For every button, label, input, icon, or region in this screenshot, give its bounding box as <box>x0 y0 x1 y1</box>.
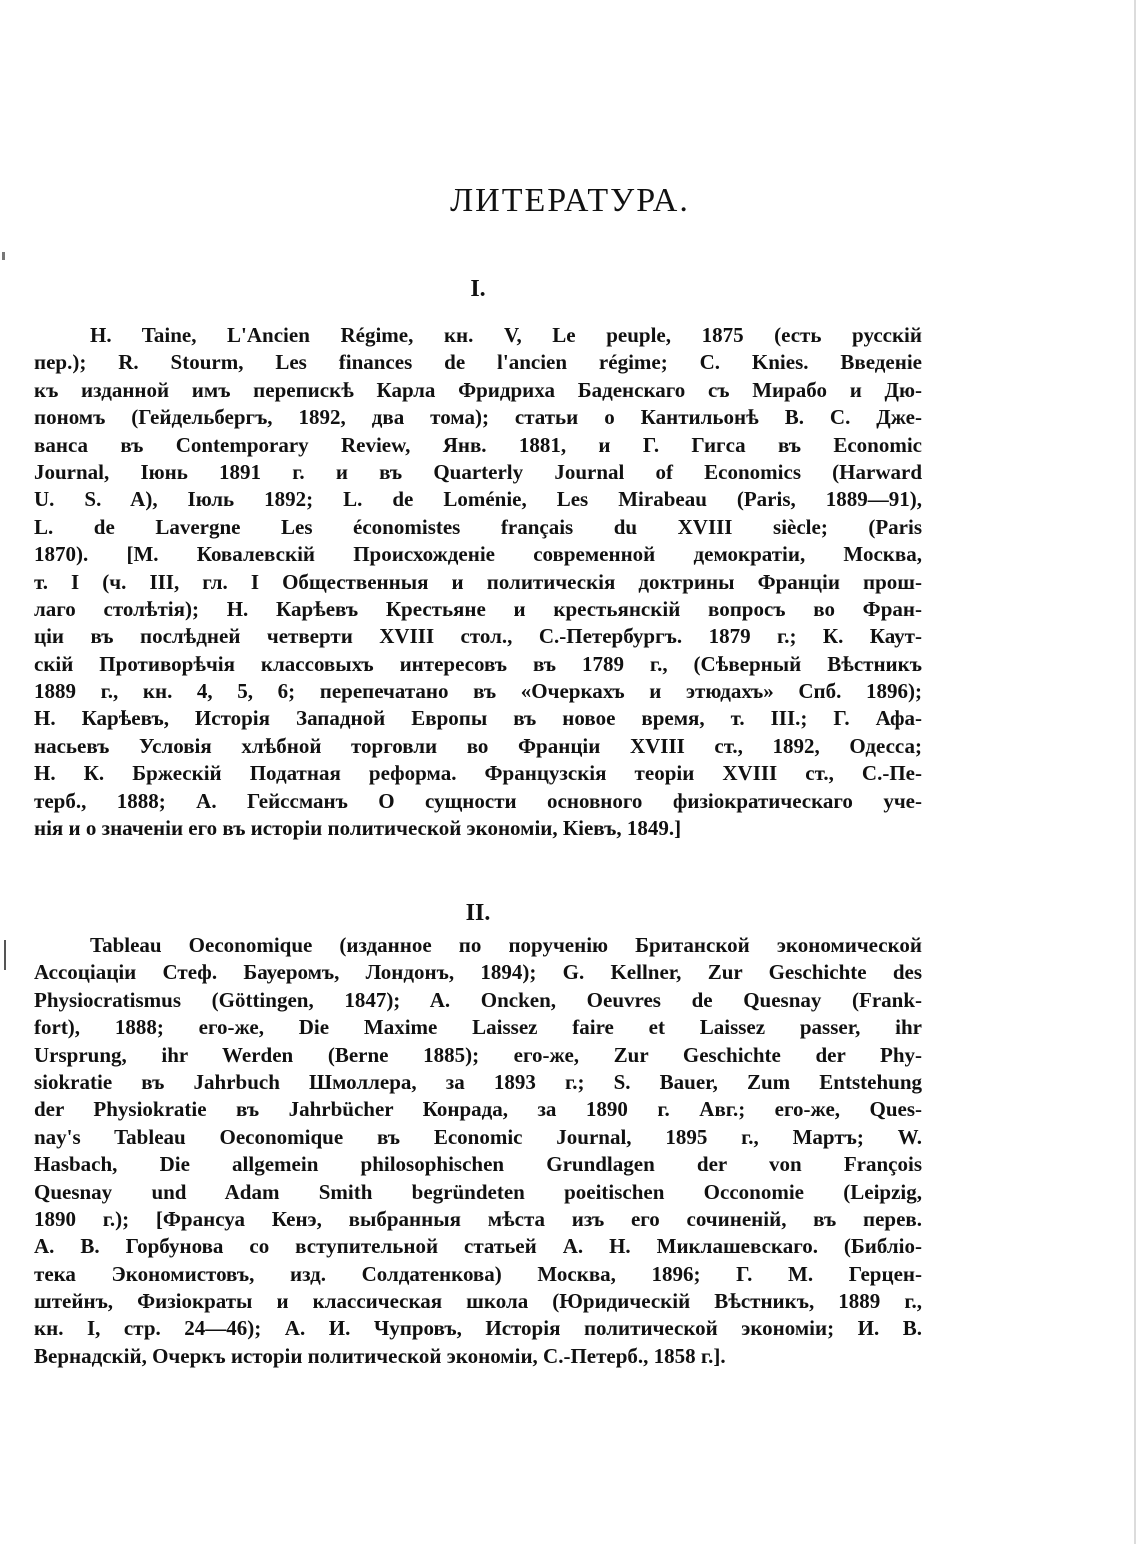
text-line: nay's Tableau Oeconomique въ Economic Journal, 1895 г., Мартъ; W. <box>34 1124 922 1149</box>
text-line: кн. I, стр. 24—46); А. И. Чупровъ, Исторія политической экономіи; И. В. <box>34 1316 922 1341</box>
section-2-text <box>34 932 922 1370</box>
text-line: ванса въ Contemporary Review, Янв. 1881, и Г. Гигса въ Economic <box>34 432 922 457</box>
text-line: Ассоціаціи Стеф. Бауеромъ, Лондонъ, 1894); G. Kellner, Zur Geschichte des <box>34 960 922 985</box>
text-line: нія и о значеніи его въ исторіи политической экономіи, Кіевъ, 1849.] <box>34 816 682 841</box>
text-line: 1889 г., кн. 4, 5, 6; перепечатано въ «Очеркахъ и этюдахъ» Спб. 1896); <box>34 679 922 704</box>
text-line: тека Экономистовъ, изд. Солдатенкова) Москва, 1896; Г. М. Герцен- <box>34 1261 922 1286</box>
text-line: Quesnay und Adam Smith begründeten poeitischen Occonomie (Leipzig, <box>34 1179 922 1204</box>
text-line: пономъ (Гейдельбергъ, 1892, два тома); статьи о Кантильонѣ В. С. Дже- <box>34 405 922 430</box>
text-line: siokratie въ Jahrbuch Шмоллера, за 1893 г.; S. Bauer, Zum Entstehung <box>34 1069 922 1094</box>
text-line: Н. Карѣевъ, Исторія Западной Европы въ новое время, т. III.; Г. Афа- <box>34 706 922 731</box>
page-title: ЛИТЕРАТУРА. <box>450 182 690 219</box>
margin-mark <box>4 940 6 970</box>
text-line: А. В. Горбунова со вступительной статьей А. Н. Миклашевскаго. (Библіо- <box>34 1234 922 1259</box>
text-line: т. I (ч. III, гл. I Общественныя и политическія доктрины Франціи прош- <box>34 569 922 594</box>
text-line: 1890 г.); [Франсуа Кенэ, выбранныя мѣста изъ его сочиненій, въ перев. <box>34 1206 922 1231</box>
text-line: штейнъ, Физіократы и классическая школа (Юридическій Вѣстникъ, 1889 г., <box>34 1289 922 1314</box>
text-line: лаго столѣтія); Н. Карѣевъ Крестьяне и крестьянскій вопросъ во Фран- <box>34 596 922 621</box>
text-line: терб., 1888; А. Гейссманъ О сущности основного физіократическаго уче- <box>34 788 922 813</box>
text-line: fort), 1888; его-же, Die Maxime Laissez faire et Laissez passer, ihr <box>34 1015 922 1040</box>
text-line: Hasbach, Die allgemein philosophischen Grundlagen der von François <box>34 1152 922 1177</box>
text-line: Ursprung, ihr Werden (Berne 1885); его-же, Zur Geschichte der Phy- <box>34 1042 922 1067</box>
text-line: Tableau Oeconomique (изданное по порученію Британской экономической <box>90 933 922 957</box>
text-line: H. Taine, L'Ancien Régime, кн. V, Le peuple, 1875 (есть русскій <box>90 323 922 347</box>
text-line: U. S. A), Іюль 1892; L. de Loménie, Les Mirabeau (Paris, 1889—91), <box>34 487 922 512</box>
section-number-1: I. <box>470 276 486 302</box>
scan-mark <box>2 252 5 260</box>
section-number-2: II. <box>465 900 491 926</box>
text-line: 1870). [М. Ковалевскій Происхожденіе современной демократіи, Москва, <box>34 542 922 567</box>
text-line: der Physiokratie въ Jahrbücher Конрада, за 1890 г. Авг.; его-же, Ques- <box>34 1097 922 1122</box>
text-line: Journal, Іюнь 1891 г. и въ Quarterly Journal of Economics (Harward <box>34 459 922 484</box>
text-line: къ изданной имъ перепискѣ Карла Фридриха Баденскаго съ Мирабо и Дю- <box>34 377 922 402</box>
text-line: Physiocratismus (Göttingen, 1847); A. Oncken, Oeuvres de Quesnay (Frank- <box>34 987 922 1012</box>
text-line: Вернадскій, Очеркъ исторіи политической экономіи, С.-Петерб., 1858 г.]. <box>34 1343 726 1368</box>
text-line: насьевъ Условія хлѣбной торговли во Франціи XVIII ст., 1892, Одесса; <box>34 733 922 758</box>
text-line: скій Противорѣчія классовыхъ интересовъ въ 1789 г., (Сѣверный Вѣстникъ <box>34 651 922 676</box>
text-line: пер.); R. Stourm, Les finances de l'ancien régime; C. Knies. Введеніе <box>34 350 922 375</box>
section-1-text <box>34 322 922 842</box>
page-edge <box>1134 0 1136 1544</box>
text-line: ціи въ послѣдней четверти XVIII стол., С.-Петербургъ. 1879 г.; К. Каут- <box>34 624 922 649</box>
text-line: L. de Lavergne Les économistes français du XVIII siècle; (Paris <box>34 514 922 539</box>
text-line: Н. К. Бржескій Податная реформа. Французскія теоріи XVIII ст., С.-Пе- <box>34 761 922 786</box>
